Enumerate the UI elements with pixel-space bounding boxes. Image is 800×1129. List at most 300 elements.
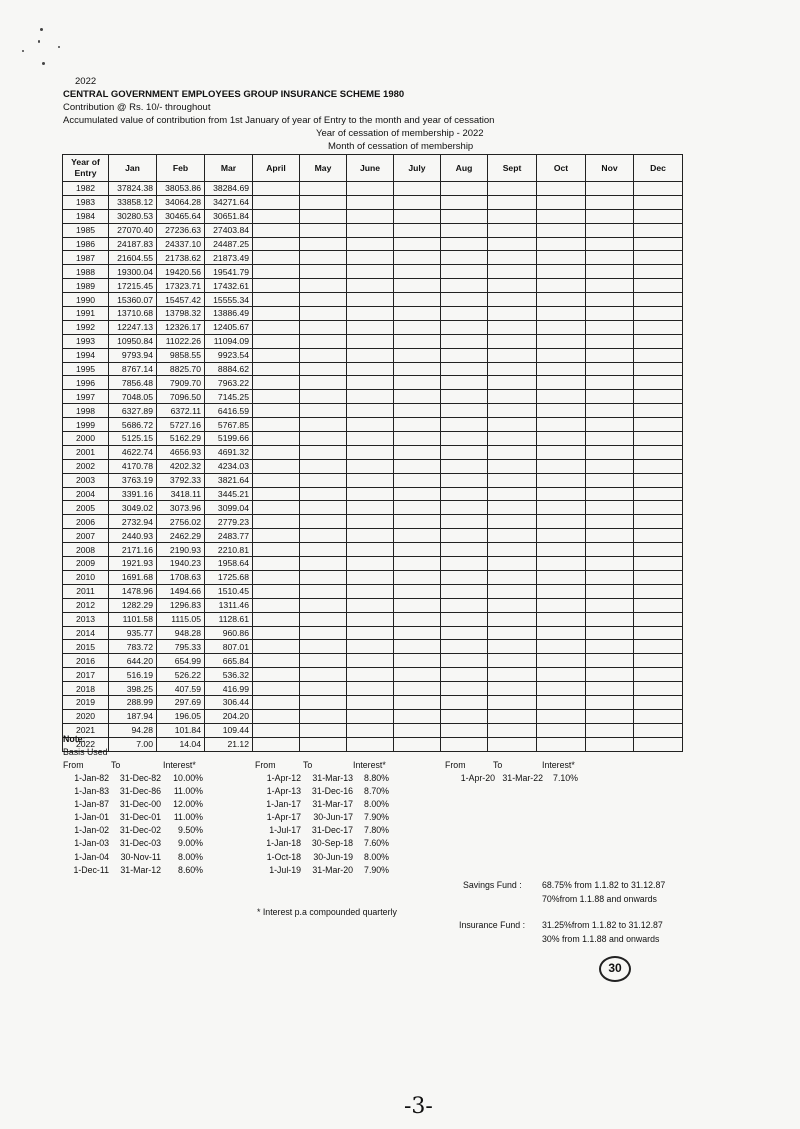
empty-cell (634, 182, 683, 196)
empty-cell (634, 515, 683, 529)
empty-cell (253, 445, 300, 459)
empty-cell (586, 195, 634, 209)
contribution-table (62, 154, 683, 752)
rate-cell: 9.50% (178, 825, 203, 836)
empty-cell (586, 182, 634, 196)
empty-cell (586, 445, 634, 459)
empty-cell (441, 348, 488, 362)
empty-cell (394, 473, 441, 487)
empty-cell (394, 307, 441, 321)
empty-cell (488, 640, 537, 654)
rate-row (63, 811, 203, 824)
empty-cell (537, 445, 586, 459)
empty-cell (586, 543, 634, 557)
value-cell: 4170.78 (109, 459, 157, 473)
empty-cell (488, 265, 537, 279)
entry-year-cell: 2005 (63, 501, 109, 515)
entry-year-cell: 2021 (63, 723, 109, 737)
empty-cell (253, 626, 300, 640)
empty-cell (441, 307, 488, 321)
empty-cell (537, 598, 586, 612)
empty-cell (586, 362, 634, 376)
empty-cell (300, 737, 347, 751)
value-cell: 13886.49 (205, 307, 253, 321)
empty-cell (537, 404, 586, 418)
value-cell: 783.72 (109, 640, 157, 654)
rate-cell: 8.00% (364, 799, 389, 810)
rate-cell: 31-Dec-02 (119, 825, 161, 836)
empty-cell (441, 404, 488, 418)
empty-cell (441, 515, 488, 529)
empty-cell (537, 432, 586, 446)
empty-cell (300, 584, 347, 598)
empty-cell (634, 307, 683, 321)
value-cell: 7048.05 (109, 390, 157, 404)
entry-year-cell: 2013 (63, 612, 109, 626)
empty-cell (441, 237, 488, 251)
empty-cell (300, 529, 347, 543)
empty-cell (488, 515, 537, 529)
table-row (63, 307, 683, 321)
value-cell: 7963.22 (205, 376, 253, 390)
empty-cell (441, 459, 488, 473)
rate-cell: 1-Jan-83 (74, 786, 109, 797)
value-cell: 109.44 (205, 723, 253, 737)
entry-year-cell: 2019 (63, 695, 109, 709)
value-cell: 9923.54 (205, 348, 253, 362)
table-row (63, 320, 683, 334)
empty-cell (488, 695, 537, 709)
value-cell: 21873.49 (205, 251, 253, 265)
value-cell: 27403.84 (205, 223, 253, 237)
table-row (63, 445, 683, 459)
table-row (63, 348, 683, 362)
empty-cell (347, 376, 394, 390)
empty-cell (488, 293, 537, 307)
rate-header-cell: Interest* (353, 760, 386, 770)
empty-cell (253, 668, 300, 682)
entry-year-cell: 1993 (63, 334, 109, 348)
empty-cell (253, 432, 300, 446)
empty-cell (586, 293, 634, 307)
empty-cell (537, 209, 586, 223)
rate-row (255, 811, 395, 824)
table-row (63, 487, 683, 501)
empty-cell (586, 612, 634, 626)
empty-cell (394, 543, 441, 557)
empty-cell (441, 695, 488, 709)
value-cell: 6327.89 (109, 404, 157, 418)
table-row (63, 279, 683, 293)
empty-cell (441, 320, 488, 334)
empty-cell (634, 640, 683, 654)
empty-cell (300, 640, 347, 654)
empty-cell (537, 182, 586, 196)
empty-cell (586, 654, 634, 668)
value-cell: 2440.93 (109, 529, 157, 543)
empty-cell (634, 543, 683, 557)
rate-cell: 31-Dec-01 (119, 812, 161, 823)
entry-year-cell: 2017 (63, 668, 109, 682)
value-cell: 1282.29 (109, 598, 157, 612)
rate-row (63, 864, 203, 877)
empty-cell (253, 501, 300, 515)
value-cell: 1296.83 (157, 598, 205, 612)
empty-cell (394, 209, 441, 223)
value-cell: 21604.55 (109, 251, 157, 265)
empty-cell (394, 195, 441, 209)
empty-cell (300, 459, 347, 473)
empty-cell (488, 598, 537, 612)
empty-cell (586, 209, 634, 223)
table-row (63, 612, 683, 626)
rate-cell: 31-Dec-82 (119, 773, 161, 783)
empty-cell (300, 598, 347, 612)
value-cell: 6416.59 (205, 404, 253, 418)
empty-cell (488, 501, 537, 515)
rate-cell: 7.60% (364, 838, 389, 849)
empty-cell (253, 654, 300, 668)
value-cell: 34271.64 (205, 195, 253, 209)
value-cell: 7096.50 (157, 390, 205, 404)
empty-cell (537, 640, 586, 654)
entry-year-cell: 1988 (63, 265, 109, 279)
rate-cell: 1-Dec-11 (73, 864, 109, 875)
table-row (63, 182, 683, 196)
rates-group-2 (255, 759, 395, 877)
empty-cell (394, 223, 441, 237)
value-cell: 3821.64 (205, 473, 253, 487)
empty-cell (347, 265, 394, 279)
empty-cell (347, 529, 394, 543)
empty-cell (394, 320, 441, 334)
empty-cell (253, 543, 300, 557)
entry-year-cell: 2004 (63, 487, 109, 501)
empty-cell (300, 195, 347, 209)
rate-cell: 7.10% (553, 773, 578, 783)
rate-cell: 31-Dec-00 (119, 799, 161, 810)
value-cell: 1958.64 (205, 557, 253, 571)
empty-cell (488, 473, 537, 487)
empty-cell (347, 195, 394, 209)
doc-title: CENTRAL GOVERNMENT EMPLOYEES GROUP INSURANCE SCHEME 1980 (63, 89, 405, 100)
empty-cell (634, 209, 683, 223)
entry-year-cell: 2014 (63, 626, 109, 640)
value-cell: 1921.93 (109, 557, 157, 571)
empty-cell (300, 237, 347, 251)
value-cell: 6372.11 (157, 404, 205, 418)
empty-cell (488, 307, 537, 321)
rate-row (63, 798, 203, 811)
empty-cell (347, 362, 394, 376)
entry-year-cell: 2009 (63, 557, 109, 571)
entry-year-cell: 2002 (63, 459, 109, 473)
empty-cell (441, 432, 488, 446)
empty-cell (300, 682, 347, 696)
empty-cell (488, 195, 537, 209)
empty-cell (347, 182, 394, 196)
entry-year-cell: 2018 (63, 682, 109, 696)
entry-year-cell: 1983 (63, 195, 109, 209)
page-number: -3- (404, 1094, 433, 1119)
rate-cell: 8.00% (178, 851, 203, 862)
value-cell: 19300.04 (109, 265, 157, 279)
value-cell: 8767.14 (109, 362, 157, 376)
value-cell: 3763.19 (109, 473, 157, 487)
empty-cell (586, 626, 634, 640)
value-cell: 2190.93 (157, 543, 205, 557)
empty-cell (347, 640, 394, 654)
rate-cell: 11.00% (173, 812, 203, 823)
empty-cell (394, 501, 441, 515)
value-cell: 1725.68 (205, 570, 253, 584)
entry-year-cell: 1998 (63, 404, 109, 418)
rate-cell: 9.00% (178, 838, 203, 849)
rate-cell: 31-Mar-13 (312, 773, 353, 783)
value-cell: 13798.32 (157, 307, 205, 321)
empty-cell (488, 682, 537, 696)
empty-cell (394, 626, 441, 640)
empty-cell (347, 307, 394, 321)
value-cell: 1478.96 (109, 584, 157, 598)
rate-cell: 1-Jan-82 (74, 773, 109, 783)
rate-cell: 1-Jan-87 (74, 799, 109, 810)
value-cell: 3049.02 (109, 501, 157, 515)
rate-row (63, 772, 203, 785)
entry-year-cell: 2011 (63, 584, 109, 598)
empty-cell (488, 543, 537, 557)
table-row (63, 404, 683, 418)
empty-cell (441, 543, 488, 557)
value-cell: 12247.13 (109, 320, 157, 334)
empty-cell (300, 557, 347, 571)
rate-row (63, 837, 203, 850)
empty-cell (441, 723, 488, 737)
empty-cell (300, 418, 347, 432)
accumulated-line: Accumulated value of contribution from 1st January of year of Entry to the month and year of cessation (63, 115, 495, 126)
empty-cell (634, 584, 683, 598)
rate-cell: 1-Jan-04 (74, 851, 109, 862)
empty-cell (586, 251, 634, 265)
table-row (63, 570, 683, 584)
empty-cell (634, 390, 683, 404)
entry-year-cell: 1990 (63, 293, 109, 307)
empty-cell (300, 612, 347, 626)
empty-cell (394, 695, 441, 709)
value-cell: 4691.32 (205, 445, 253, 459)
empty-cell (394, 445, 441, 459)
empty-cell (300, 626, 347, 640)
column-header: Year of Entry (63, 155, 109, 182)
empty-cell (488, 584, 537, 598)
column-header: Oct (537, 155, 586, 182)
rate-row (63, 824, 203, 837)
value-cell: 17432.61 (205, 279, 253, 293)
entry-year-cell: 1996 (63, 376, 109, 390)
empty-cell (347, 251, 394, 265)
savings-fund-line2: 70%from 1.1.88 and onwards (542, 894, 657, 904)
empty-cell (347, 709, 394, 723)
rate-cell: 7.90% (364, 864, 389, 875)
empty-cell (634, 404, 683, 418)
value-cell: 2483.77 (205, 529, 253, 543)
value-cell: 1510.45 (205, 584, 253, 598)
empty-cell (441, 390, 488, 404)
empty-cell (537, 348, 586, 362)
rate-header-cell: From (255, 760, 276, 770)
empty-cell (347, 237, 394, 251)
empty-cell (300, 668, 347, 682)
empty-cell (394, 459, 441, 473)
rate-cell: 1-Apr-13 (266, 786, 301, 797)
empty-cell (394, 418, 441, 432)
empty-cell (347, 334, 394, 348)
entry-year-cell: 1982 (63, 182, 109, 196)
empty-cell (537, 584, 586, 598)
value-cell: 2732.94 (109, 515, 157, 529)
value-cell: 7909.70 (157, 376, 205, 390)
value-cell: 15555.34 (205, 293, 253, 307)
empty-cell (537, 487, 586, 501)
empty-cell (300, 320, 347, 334)
empty-cell (253, 612, 300, 626)
empty-cell (634, 654, 683, 668)
table-row (63, 334, 683, 348)
empty-cell (634, 376, 683, 390)
empty-cell (300, 723, 347, 737)
rate-cell: 1-Jul-19 (269, 864, 301, 875)
value-cell: 5686.72 (109, 418, 157, 432)
value-cell: 1494.66 (157, 584, 205, 598)
value-cell: 2210.81 (205, 543, 253, 557)
empty-cell (537, 237, 586, 251)
empty-cell (537, 265, 586, 279)
empty-cell (347, 223, 394, 237)
insurance-fund-line1: 31.25%from 1.1.82 to 31.12.87 (542, 920, 663, 930)
empty-cell (394, 612, 441, 626)
empty-cell (634, 723, 683, 737)
empty-cell (537, 557, 586, 571)
empty-cell (394, 390, 441, 404)
rate-cell: 1-Apr-17 (266, 812, 301, 823)
empty-cell (394, 570, 441, 584)
rate-row (255, 824, 395, 837)
value-cell: 398.25 (109, 682, 157, 696)
table-row (63, 209, 683, 223)
entry-year-cell: 1994 (63, 348, 109, 362)
rate-header-cell: Interest* (163, 760, 196, 770)
value-cell: 3073.96 (157, 501, 205, 515)
rate-cell: 8.60% (178, 864, 203, 875)
empty-cell (537, 501, 586, 515)
empty-cell (634, 195, 683, 209)
empty-cell (441, 584, 488, 598)
rate-cell: 1-Jul-17 (269, 825, 301, 836)
empty-cell (253, 293, 300, 307)
empty-cell (537, 223, 586, 237)
rate-cell: 31-Dec-03 (119, 838, 161, 849)
value-cell: 34064.28 (157, 195, 205, 209)
entry-year-cell: 2000 (63, 432, 109, 446)
entry-year-cell: 1991 (63, 307, 109, 321)
empty-cell (347, 737, 394, 751)
empty-cell (300, 390, 347, 404)
empty-cell (300, 265, 347, 279)
empty-cell (394, 279, 441, 293)
rate-cell: 1-Jan-18 (266, 838, 301, 849)
value-cell: 187.94 (109, 709, 157, 723)
empty-cell (537, 334, 586, 348)
empty-cell (253, 348, 300, 362)
table-row (63, 529, 683, 543)
empty-cell (488, 570, 537, 584)
table-row (63, 723, 683, 737)
empty-cell (537, 570, 586, 584)
empty-cell (300, 445, 347, 459)
empty-cell (634, 445, 683, 459)
empty-cell (394, 404, 441, 418)
entry-year-cell: 2022 (63, 737, 109, 751)
empty-cell (634, 737, 683, 751)
value-cell: 5199.66 (205, 432, 253, 446)
empty-cell (488, 223, 537, 237)
empty-cell (441, 737, 488, 751)
table-row (63, 223, 683, 237)
value-cell: 204.20 (205, 709, 253, 723)
empty-cell (488, 432, 537, 446)
empty-cell (441, 598, 488, 612)
empty-cell (537, 654, 586, 668)
empty-cell (300, 293, 347, 307)
value-cell: 24487.25 (205, 237, 253, 251)
doc-year: 2022 (75, 76, 97, 87)
empty-cell (586, 570, 634, 584)
empty-cell (394, 668, 441, 682)
empty-cell (300, 182, 347, 196)
empty-cell (300, 223, 347, 237)
empty-cell (488, 612, 537, 626)
entry-year-cell: 2007 (63, 529, 109, 543)
rate-cell: 11.00% (173, 786, 203, 797)
entry-year-cell: 2003 (63, 473, 109, 487)
empty-cell (253, 598, 300, 612)
table-row (63, 737, 683, 751)
empty-cell (537, 626, 586, 640)
empty-cell (441, 293, 488, 307)
rate-row (63, 785, 203, 798)
column-header: Sept (488, 155, 537, 182)
empty-cell (537, 682, 586, 696)
rate-row (445, 772, 585, 785)
empty-cell (441, 668, 488, 682)
value-cell: 9858.55 (157, 348, 205, 362)
empty-cell (537, 543, 586, 557)
empty-cell (488, 529, 537, 543)
entry-year-cell: 1984 (63, 209, 109, 223)
table-row (63, 543, 683, 557)
empty-cell (537, 723, 586, 737)
rate-cell: 1-Jan-02 (74, 825, 109, 836)
value-cell: 407.59 (157, 682, 205, 696)
empty-cell (488, 404, 537, 418)
empty-cell (634, 320, 683, 334)
empty-cell (253, 515, 300, 529)
rate-cell: 1-Apr-12 (266, 773, 301, 783)
empty-cell (441, 557, 488, 571)
entry-year-cell: 1985 (63, 223, 109, 237)
empty-cell (586, 307, 634, 321)
empty-cell (537, 515, 586, 529)
